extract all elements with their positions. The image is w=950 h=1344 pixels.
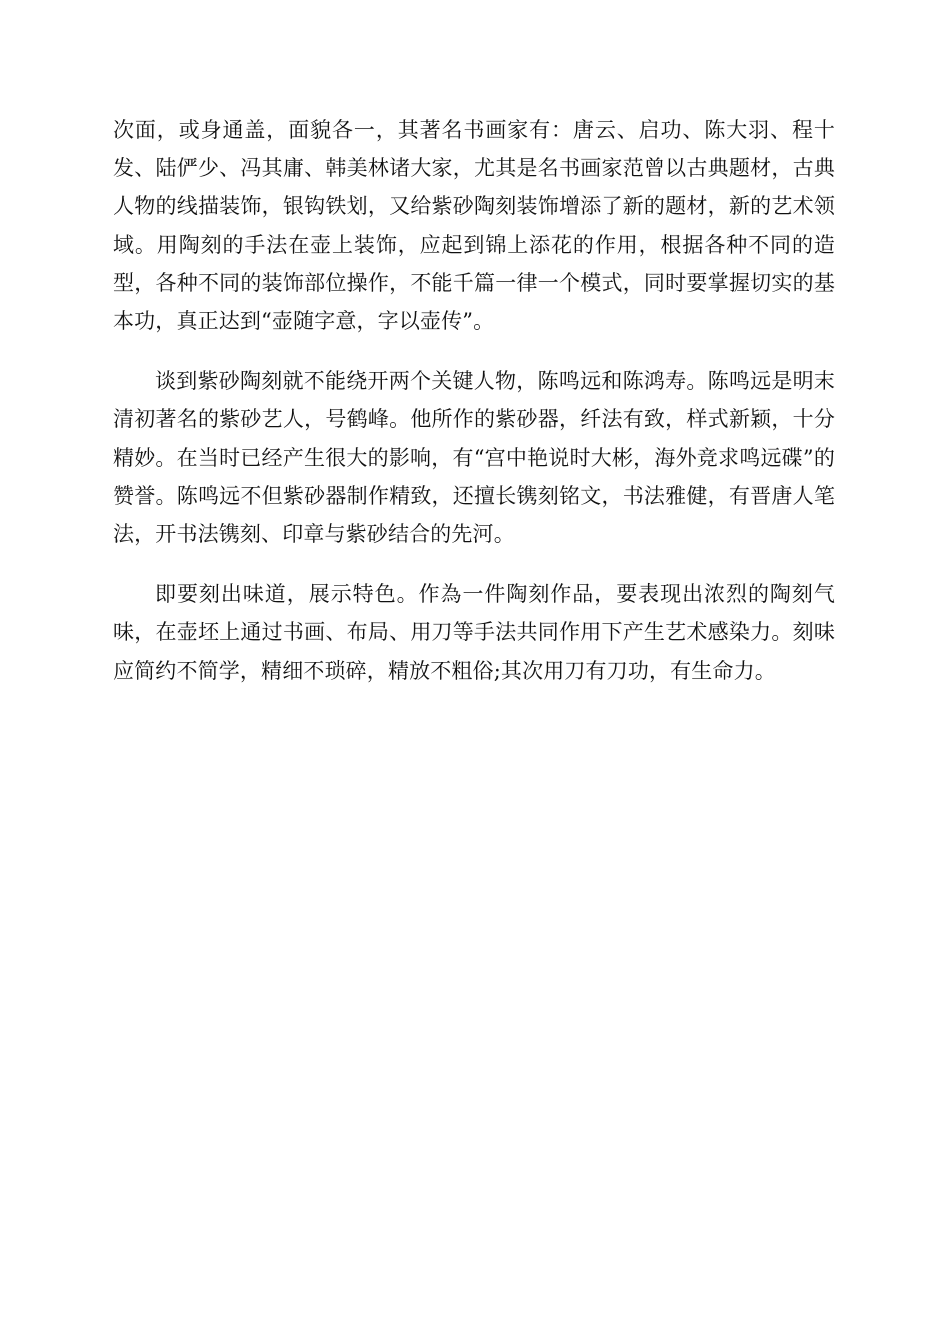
- document-body: [113, 111, 835, 690]
- paragraph-1: 次面，或身通盖，面貌各一，其著名书画家有：唐云、启功、陈大羽、程十发、陆俨少、冯其庸、韩美林诸大家，尤其是名书画家范曾以古典题材，古典人物的线描装饰，银钩铁划，又给紫砂陶刻装饰增添了新的题材，新的艺术领域。用陶刻的手法在壶上装饰，应起到锦上添花的作用，根据各种不同的造型，各种不同的装饰部位操作，不能千篇一律一个模式，同时要掌握切实的基本功，真正达到“壶随字意，字以壶传”。: [113, 118, 835, 334]
- paragraph-2: 谈到紫砂陶刻就不能绕开两个关键人物，陈鸣远和陈鸿寿。陈鸣远是明末清初著名的紫砂艺人，号鹤峰。他所作的紫砂器，纤法有致，样式新颖，十分精妙。在当时已经产生很大的影响，有“宫中艳说时大彬，海外竞求鸣远碟”的赞誉。陈鸣远不但紫砂器制作精致，还擅长镌刻铭文，书法雅健，有晋唐人笔法，开书法镌刻、印章与紫砂结合的先河。: [113, 369, 835, 547]
- paragraph-3: 即要刻出味道，展示特色。作為一件陶刻作品，要表现出浓烈的陶刻气味，在壶坯上通过书画、布局、用刀等手法共同作用下产生艺术感染力。刻味应简约不简学，精细不琐碎，精放不粗俗;其次用刀有刀功，有生命力。: [113, 582, 835, 683]
